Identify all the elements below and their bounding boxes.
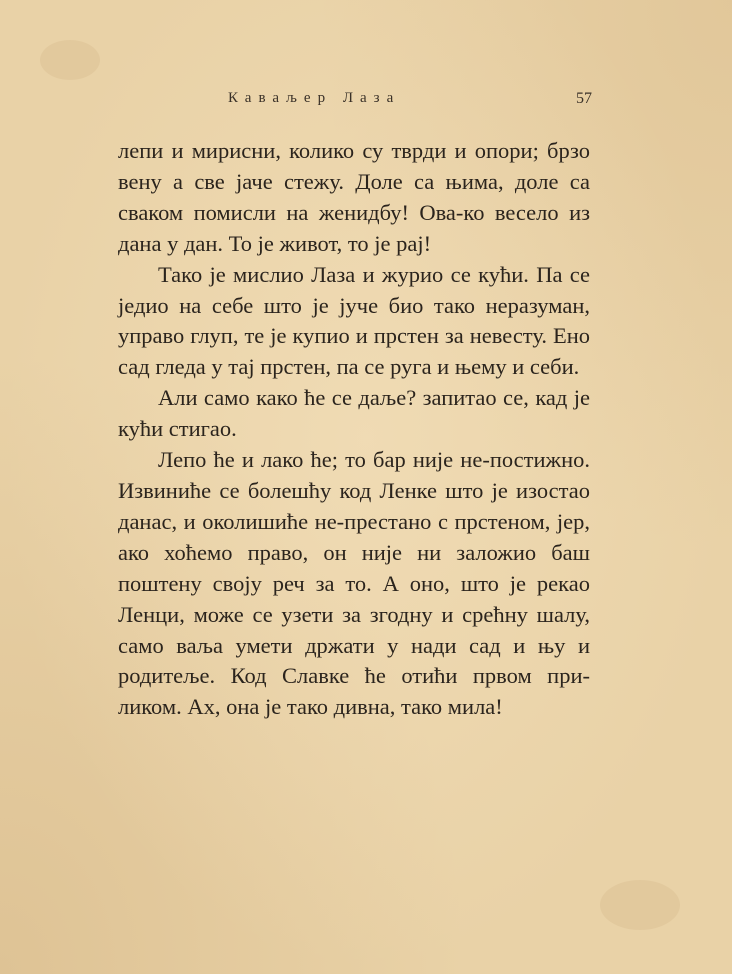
paragraph: Лепо ће и лако ће; то бар није не-постижно. Извиниће се болешћу код Ленке што је изостао данас, и околишиће не-престано с прстеном, јер, ако хоћемо право, он није ни заложио баш поштену своју реч за то. А оно, што је рекао Ленци, може се узети за згодну и срећну шалу, само ваља умети држати у нади сад и њу и родитеље. Код Славке ће отићи првом при-ликом. Ах, она је тако дивна, тако мила! xyxy=(118,447,590,720)
body-text xyxy=(118,136,590,723)
page-number: 57 xyxy=(576,90,592,107)
paragraph: Тако је мислио Лаза и журио се кући. Па се једио на себе што је јуче био тако неразуман, управо глуп, те је купио и прстен за невесту. Ено сад гледа у тај прстен, па се руга и њему и себи. xyxy=(118,261,590,380)
running-title: Каваљер Лаза xyxy=(228,90,401,106)
paragraph: лепи и мирисни, колико су тврди и опори; брзо вену а све јаче стежу. Доле са њима, доле са сваком помисли на женидбу! Ова-ко весело из дана у дан. То је живот, то је рај! xyxy=(118,138,590,256)
paper-stain xyxy=(600,880,680,930)
running-head xyxy=(118,90,592,114)
paper-stain xyxy=(40,40,100,80)
paragraph: Али само како ће се даље? запитао се, кад је кући стигао. xyxy=(118,385,590,442)
